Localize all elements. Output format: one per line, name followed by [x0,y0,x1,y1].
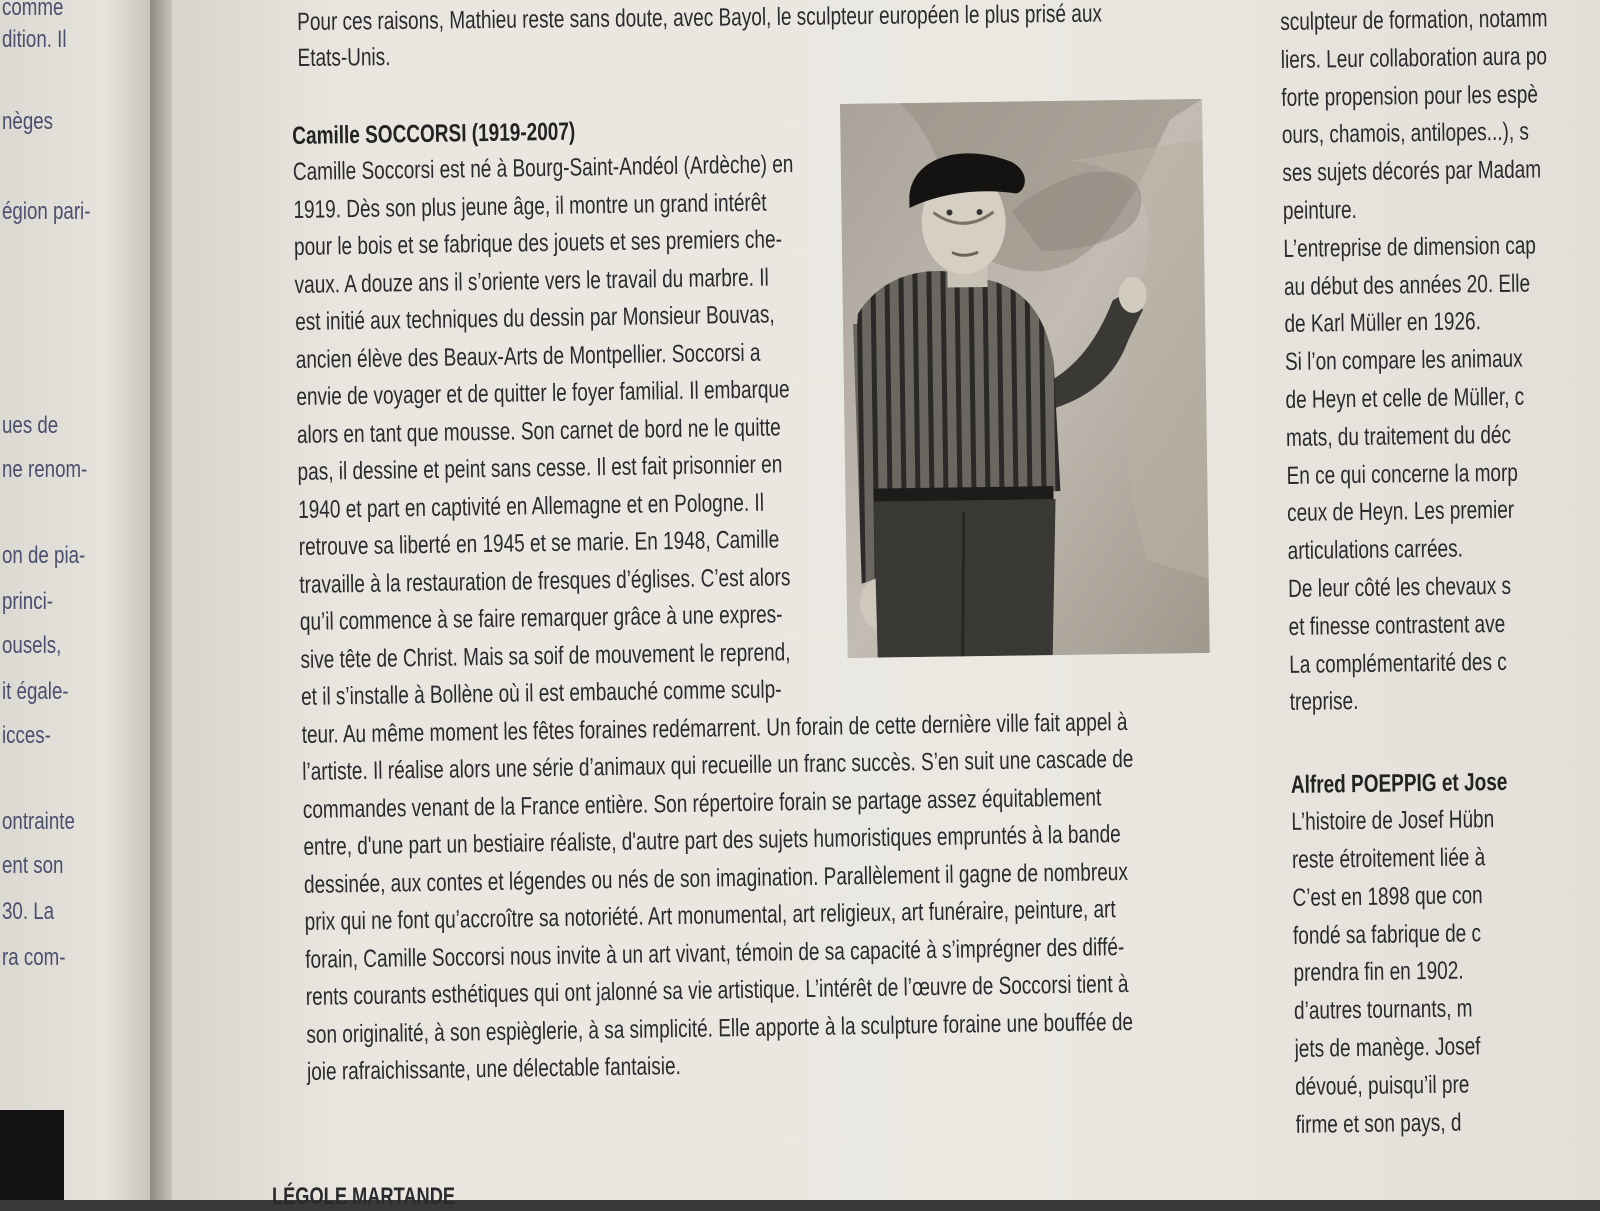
text-line: pour le bois et se fabrique des jouets et ses premiers che- [293,225,783,261]
left-fragment: ontrainte [2,808,75,835]
text-line: d’autres tournants, m [1293,994,1473,1026]
text-line: qu’il commence à se faire remarquer grâce à une expres- [299,600,783,636]
text-line: mats, du traitement du déc [1285,420,1512,452]
article-title: Camille SOCCORSI (1919-2007) [292,117,576,150]
text-line: dessinée, aux contes et légendes ou nés de son imagination. Parallèlement il gagne de nombreux [303,857,1129,899]
text-line: De leur côté les chevaux s [1287,571,1512,603]
left-fragment: ne renom- [2,456,88,483]
left-fragment: égion pari- [2,198,91,225]
left-fragment: ousels, [2,632,62,659]
text-line: articulations carrées. [1287,534,1464,566]
text-line: l’artiste. Il réalise alors une série d’animaux qui recueille un franc succès. S’en suit une cascade de [302,744,1134,786]
text-line: vaux. A douze ans il s’oriente vers le travail du marbre. Il [294,263,769,299]
book-spine-shadow [150,0,172,1200]
text-line: L’entreprise de dimension cap [1283,231,1537,263]
text-line: commandes venant de la France entière. Son répertoire forain se partage assez équitablement [302,782,1102,824]
text-line: prix qui ne font qu’accroître sa notoriété. Art monumental, art religieux, art funéraire, peinture, art [304,895,1116,936]
right-column [1280,0,1600,1144]
left-page [0,0,150,1200]
text-line: sculpteur de formation, notamm [1280,4,1548,36]
portrait-illustration [840,99,1210,658]
text-line: ancien élève des Beaux-Arts de Montpellier. Soccorsi a [295,338,761,374]
text-line: 1940 et part en captivité en Allemagne et en Pologne. Il [297,488,765,524]
text-line: Si l’on compare les animaux [1284,344,1523,377]
text-line: et il s’installe à Bollène où il est embauché comme sculp- [300,675,782,711]
text-line: 1919. Dès son plus jeune âge, il montre un grand intérêt [293,188,767,224]
text-line: Camille Soccorsi est né à Bourg-Saint-Andéol (Ardèche) en [292,150,794,186]
text-line: C’est en 1898 que con [1292,880,1483,912]
intro-paragraph [297,0,1198,76]
text-line: son originalité, à son espièglerie, à sa simplicité. Elle apporte à la sculpture foraine une bouffée de [306,1007,1134,1049]
text-line: peinture. [1282,195,1358,225]
text-line: de Karl Müller en 1926. [1284,307,1482,339]
text-line: et finesse contrastent ave [1288,609,1506,641]
text-line: pas, il dessine et peint sans cesse. Il est fait prisonnier en [297,450,783,486]
text-line: La complémentarité des c [1289,647,1507,679]
text-line: entre, d'une part un bestiaire réaliste, d'autre part des sujets humoristiques empruntés à la bande [303,820,1121,861]
left-fragment: ues de [2,412,59,439]
text-line: Pour ces raisons, Mathieu reste sans doute, avec Bayol, le sculpteur européen le plus prisé aux [297,0,1103,36]
text-line: travaille à la restauration de fresques d’églises. C’est alors [299,562,791,599]
text-line: teur. Au même moment les fêtes foraines redémarrent. Un forain de cette dernière ville fait appel à [301,707,1128,749]
text-line: de Heyn et celle de Müller, c [1285,382,1525,414]
text-line: reste étroitement liée à [1291,843,1486,874]
section-heading: Alfred POEPPIG et Jose [1290,768,1508,800]
text-line: forain, Camille Soccorsi nous invite à un art vivant, témoin de sa capacité à s’imprégner des diffé- [304,932,1125,974]
text-line: sive tête de Christ. Mais sa soif de mouvement le reprend, [300,637,791,674]
text-line: retrouve sa liberté en 1945 et se marie. En 1948, Camille [298,525,780,561]
text-line: jets de manège. Josef [1294,1032,1481,1063]
left-fragment: icces- [2,722,51,749]
text-line: treprise. [1289,687,1359,717]
text-line: rents courants esthétiques qui ont jalonné sa vie artistique. L’intérêt de l’œuvre de Soccorsi tient à [305,969,1129,1011]
left-fragment: 30. La [2,898,55,925]
text-line: joie rafraichissante, une délectable fantaisie. [306,1052,682,1086]
portrait-photo [840,99,1210,658]
text-line: firme et son pays, d [1295,1108,1462,1139]
text-line: dévoué, puisqu’il pre [1294,1070,1470,1101]
text-line: est initié aux techniques du dessin par Monsieur Bouvas, [294,300,775,336]
text-line: envie de voyager et de quitter le foyer familial. Il embarque [296,375,790,411]
text-line: liers. Leur collaboration aura po [1280,42,1548,74]
text-line: prendra fin en 1902. [1293,956,1464,988]
text-line: forte propension pour les espè [1281,80,1539,112]
cut-off-heading: LÉGOLE MARTANDE [272,1183,456,1210]
main-page [172,0,1600,1210]
text-line: L’histoire de Josef Hübn [1291,805,1495,837]
left-fragment: ent son [2,852,64,879]
text-line: ours, chamois, antilopes...), s [1281,117,1530,150]
text-line: En ce qui concerne la morp [1286,458,1519,490]
text-line: Etats-Unis. [297,43,391,72]
dark-block [0,1110,64,1200]
left-fragment: princi- [2,588,53,615]
left-fragment: it égale- [2,678,69,705]
left-fragment: nèges [2,108,54,135]
text-line: ceux de Heyn. Les premier [1286,496,1515,528]
text-line: ses sujets décorés par Madam [1282,155,1542,188]
text-line: fondé sa fabrique de c [1292,918,1482,950]
left-fragment: comme [2,0,64,21]
text-line: au début des années 20. Elle [1283,269,1531,301]
text-line: alors en tant que mousse. Son carnet de bord ne le quitte [296,412,781,449]
left-fragment: on de pia- [2,542,86,569]
left-fragment: ra com- [2,944,66,971]
left-fragment: dition. Il [2,26,67,53]
